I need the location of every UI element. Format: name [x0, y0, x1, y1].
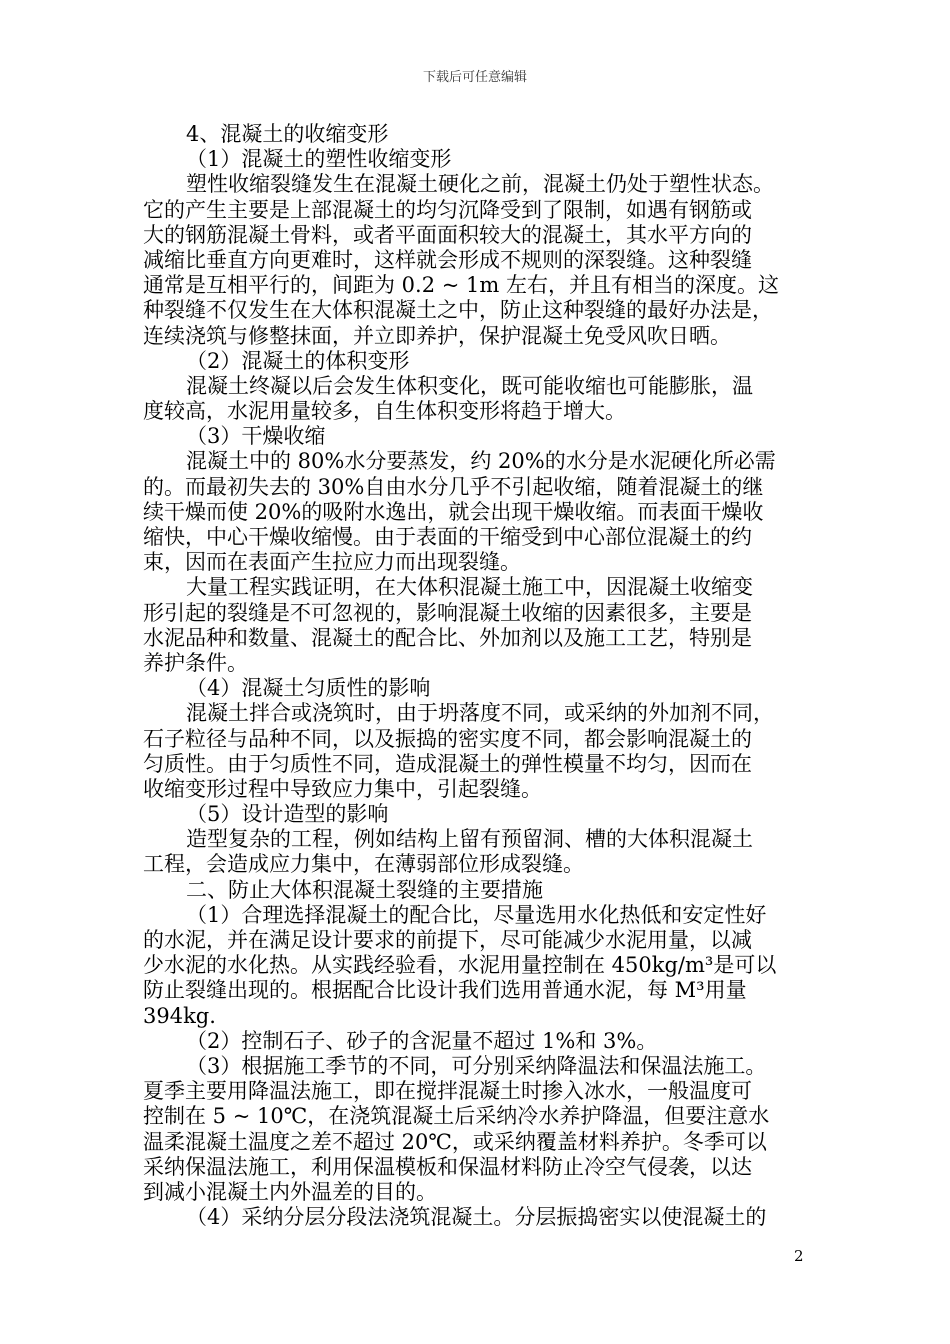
- text-line: 采纳保温法施工，利用保温模板和保温材料防止冷空气侵袭，以达: [143, 1154, 752, 1179]
- text-line: （2）控制石子、砂子的含泥量不超过 1%和 3%。: [186, 1028, 658, 1053]
- text-line: 二、防止大体积混凝土裂缝的主要措施: [186, 877, 543, 902]
- text-line: 工程，会造成应力集中，在薄弱部位形成裂缝。: [143, 852, 584, 877]
- text-line: （3）干燥收缩: [186, 424, 326, 449]
- text-line: 束，因而在表面产生拉应力而出现裂缝。: [143, 550, 521, 575]
- text-line: 394kg.: [143, 1003, 216, 1028]
- page-number: 2: [794, 1247, 804, 1265]
- text-line: 塑性收缩裂缝发生在混凝土硬化之前，混凝土仍处于塑性状态。: [186, 172, 774, 197]
- text-line: （5）设计造型的影响: [186, 802, 389, 827]
- text-line: 混凝土拌合或浇筑时，由于坍落度不同，或采纳的外加剂不同，: [186, 701, 774, 726]
- text-line: 大的钢筋混凝土骨料，或者平面面积较大的混凝土，其水平方向的: [143, 222, 752, 247]
- document-body: [143, 122, 811, 1230]
- text-line: 防止裂缝出现的。根据配合比设计我们选用普通水泥，每 M³用量: [143, 978, 747, 1003]
- text-line: 它的产生主要是上部混凝土的均匀沉降受到了限制，如遇有钢筋或: [143, 197, 752, 222]
- text-line: （1）混凝土的塑性收缩变形: [186, 147, 452, 172]
- text-line: 控制在 5 ~ 10℃，在浇筑混凝土后采纳冷水养护降温，但要注意水: [143, 1104, 770, 1129]
- text-line: 减缩比垂直方向更难时，这样就会形成不规则的深裂缝。这种裂缝: [143, 247, 752, 272]
- text-line: 石子粒径与品种不同，以及振捣的密实度不同，都会影响混凝土的: [143, 726, 752, 751]
- text-line: 续干燥而使 20%的吸附水逸出，就会出现干燥收缩。而表面干燥收: [143, 499, 764, 524]
- text-line: 大量工程实践证明，在大体积混凝土施工中，因混凝土收缩变: [186, 575, 753, 600]
- page-header: 下载后可任意编辑: [422, 70, 527, 85]
- text-line: 养护条件。: [143, 650, 248, 675]
- text-line: 连续浇筑与修整抹面，并立即养护，保护混凝土免受风吹日晒。: [143, 323, 731, 348]
- text-line: （4）采纳分层分段法浇筑混凝土。分层振捣密实以使混凝土的: [186, 1205, 767, 1230]
- text-line: 形引起的裂缝是不可忽视的，影响混凝土收缩的因素很多，主要是: [143, 600, 752, 625]
- text-line: （1）合理选择混凝土的配合比，尽量选用水化热低和安定性好: [186, 902, 767, 927]
- text-line: 的。而最初失去的 30%自由水分几乎不引起收缩，随着混凝土的继: [143, 474, 764, 499]
- text-line: 夏季主要用降温法施工，即在搅拌混凝土时掺入冰水，一般温度可: [143, 1079, 752, 1104]
- text-line: （3）根据施工季节的不同，可分别采纳降温法和保温法施工。: [186, 1053, 767, 1078]
- text-line: 温柔混凝土温度之差不超过 20℃，或采纳覆盖材料养护。冬季可以: [143, 1129, 767, 1154]
- text-line: 混凝土终凝以后会发生体积变化，既可能收缩也可能膨胀，温: [186, 373, 753, 398]
- text-line: 匀质性。由于匀质性不同，造成混凝土的弹性模量不均匀，因而在: [143, 751, 752, 776]
- text-line: 混凝土中的 80%水分要蒸发，约 20%的水分是水泥硬化所必需: [186, 449, 776, 474]
- text-line: （4）混凝土匀质性的影响: [186, 676, 431, 701]
- text-line: 缩快，中心干燥收缩慢。由于表面的干缩受到中心部位混凝土的约: [143, 525, 752, 549]
- text-line: 度较高，水泥用量较多，自生体积变形将趋于增大。: [143, 399, 626, 424]
- text-line: 少水泥的水化热。从实践经验看，水泥用量控制在 450kg/m³是可以: [143, 953, 777, 978]
- text-line: 到减小混凝土内外温差的目的。: [143, 1179, 437, 1204]
- text-line: 造型复杂的工程，例如结构上留有预留洞、槽的大体积混凝土: [186, 827, 753, 852]
- text-line: 4、混凝土的收缩变形: [186, 122, 389, 146]
- text-line: 通常是互相平行的，间距为 0.2 ~ 1m 左右，并且有相当的深度。这: [143, 273, 779, 298]
- text-line: （2）混凝土的体积变形: [186, 348, 410, 373]
- text-line: 收缩变形过程中导致应力集中，引起裂缝。: [143, 776, 542, 801]
- text-line: 水泥品种和数量、混凝土的配合比、外加剂以及施工工艺，特别是: [143, 625, 752, 650]
- text-line: 种裂缝不仅发生在大体积混凝土之中，防止这种裂缝的最好办法是，: [143, 298, 773, 323]
- text-line: 的水泥，并在满足设计要求的前提下，尽可能减少水泥用量，以减: [143, 928, 752, 952]
